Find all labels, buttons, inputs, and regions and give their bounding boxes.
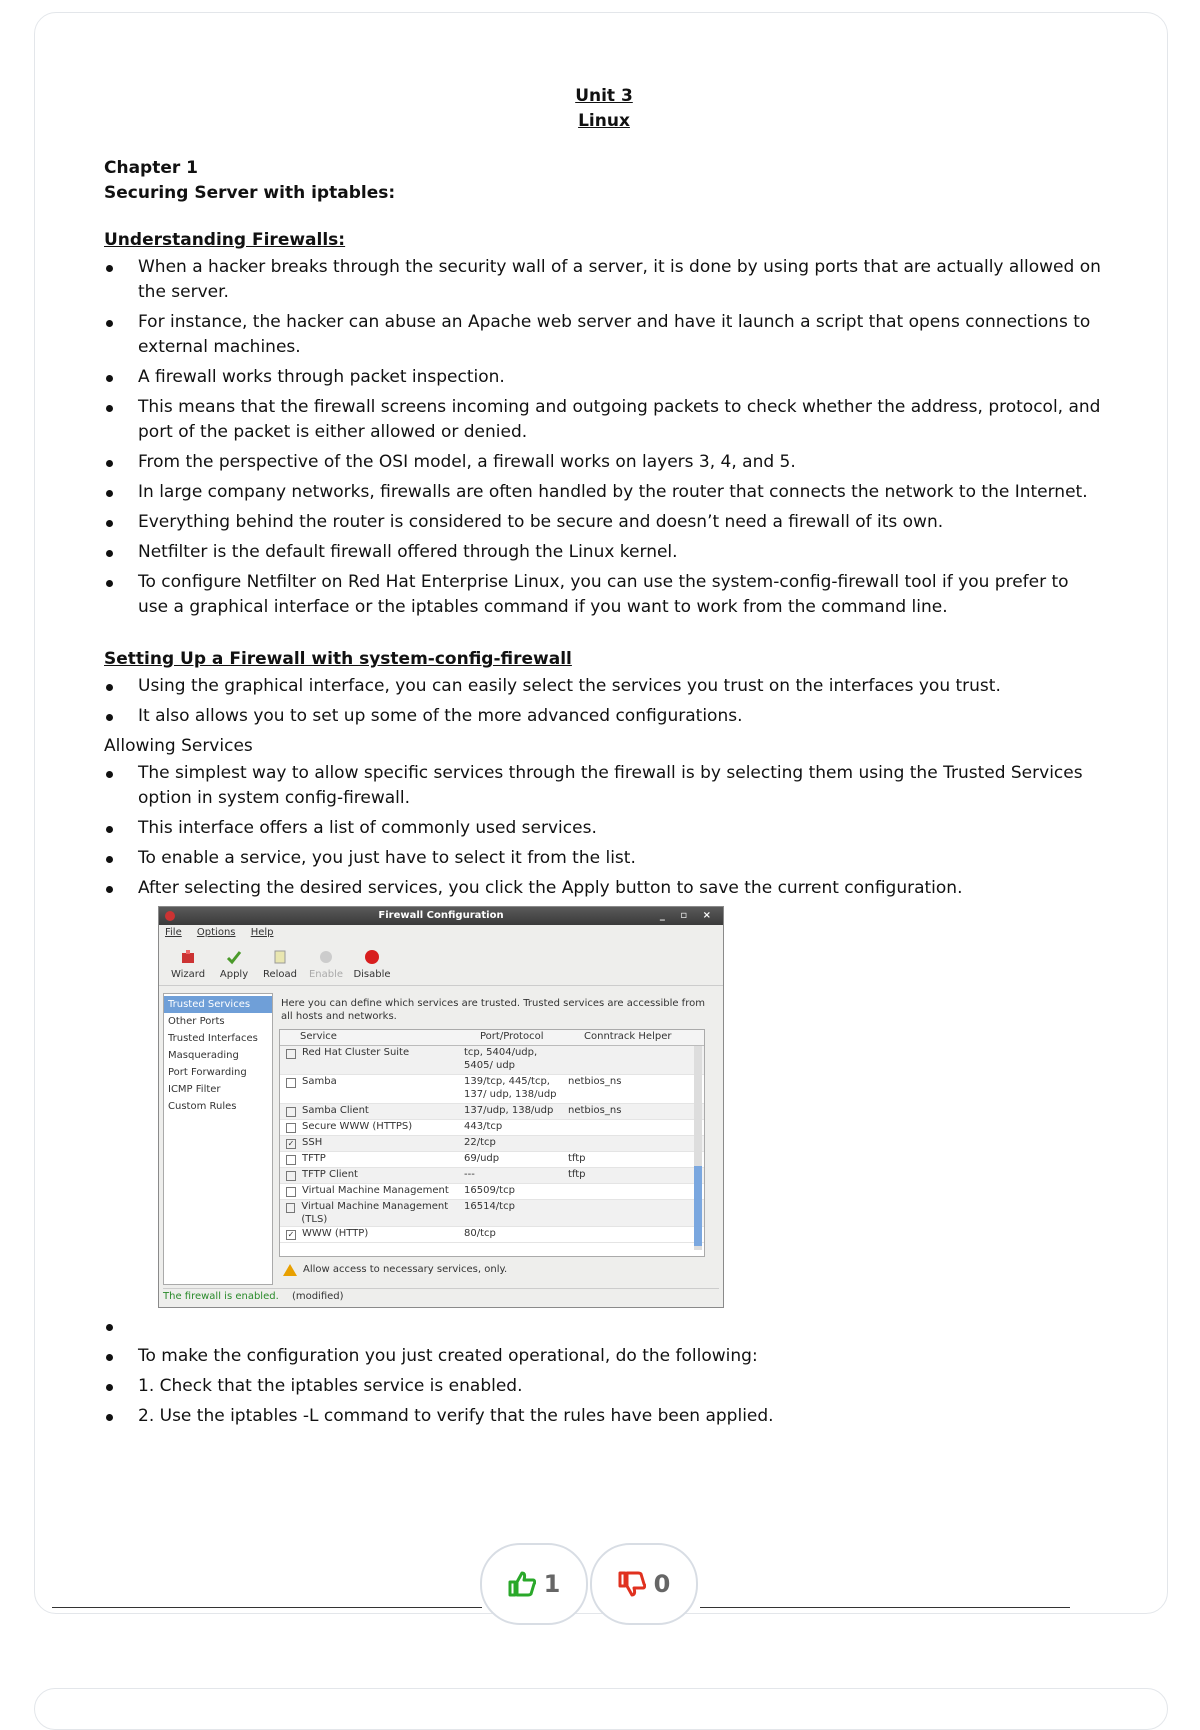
list-item: This means that the firewall screens incoming and outgoing packets to check whether the address, protocol, and port of the packet is either allowed or denied.	[104, 395, 1104, 445]
setup-bullet-list	[104, 674, 1104, 729]
sidebar-item-trusted-services: Trusted Services	[164, 996, 272, 1013]
toolbar	[159, 941, 723, 986]
list-item: To make the configuration you just created operational, do the following:	[104, 1344, 1104, 1369]
allowing-services-bullet-list	[104, 761, 1104, 901]
sidebar-item-port-forwarding: Port Forwarding	[168, 1067, 247, 1078]
list-item: A firewall works through packet inspection.	[104, 365, 1104, 390]
section-heading-firewalls: Understanding Firewalls:	[104, 230, 346, 250]
menu-help: Help	[250, 927, 274, 938]
chapter-title: Securing Server with iptables:	[104, 183, 396, 203]
subject-title: Linux	[578, 111, 630, 131]
next-document-card	[34, 1688, 1168, 1730]
menu-options: Options	[196, 927, 236, 938]
sidebar-item-other-ports: Other Ports	[168, 1016, 225, 1027]
table-row: TFTP Client --- tftp	[280, 1168, 704, 1184]
thumbs-down-icon	[618, 1571, 646, 1597]
sidebar-item-masquerading: Masquerading	[168, 1050, 239, 1061]
list-item: The simplest way to allow specific services through the firewall is by selecting them using the Trusted Services option in system config-firewall.	[104, 761, 1104, 811]
warning-message: Allow access to necessary services, only.	[283, 1263, 719, 1276]
firewall-configuration-screenshot	[158, 906, 724, 1308]
upvote-button[interactable]	[480, 1543, 588, 1625]
checkbox	[286, 1123, 296, 1133]
list-item: This interface offers a list of commonly used services.	[104, 816, 1104, 841]
table-header: Service Port/Protocol Conntrack Helper	[280, 1030, 704, 1046]
subheading-allowing-services: Allowing Services	[104, 736, 253, 756]
list-item: To configure Netfilter on Red Hat Enterprise Linux, you can use the system-config-firewall tool if you prefer to use a graphical interface or the iptables command if you want to work from the command line.	[104, 570, 1104, 620]
chapter-label: Chapter 1	[104, 158, 199, 178]
list-item: Using the graphical interface, you can easily select the services you trust on the interfaces you trust.	[104, 674, 1104, 699]
table-row: ✓ WWW (HTTP) 80/tcp	[280, 1227, 704, 1243]
checkbox	[286, 1107, 296, 1117]
list-item: After selecting the desired services, you click the Apply button to save the current configuration.	[104, 876, 1104, 901]
stop-icon	[364, 949, 380, 965]
table-row: Virtual Machine Management (TLS) 16514/tcp	[280, 1200, 704, 1227]
list-item: 1. Check that the iptables service is enabled.	[104, 1374, 1104, 1399]
table-row: Secure WWW (HTTPS) 443/tcp	[280, 1120, 704, 1136]
firewalls-bullet-list	[104, 255, 1104, 620]
section-heading-setup: Setting Up a Firewall with system-config-firewall	[104, 649, 572, 669]
window-body	[163, 993, 719, 1285]
window-title: Firewall Configuration	[378, 910, 504, 921]
document-page	[104, 84, 1104, 1434]
checkbox	[286, 1078, 296, 1088]
services-description: Here you can define which services are trusted. Trusted services are accessible from all hosts and networks.	[281, 998, 705, 1022]
list-item: When a hacker breaks through the security wall of a server, it is done by using ports that are actually allowed on the server.	[104, 255, 1104, 305]
modified-status: (modified)	[291, 1291, 344, 1302]
window-controls: _ ▫ ×	[659, 910, 717, 921]
list-item: 2. Use the iptables -L command to verify that the rules have been applied.	[104, 1404, 1104, 1429]
table-row: Virtual Machine Management 16509/tcp	[280, 1184, 704, 1200]
warning-icon	[283, 1264, 297, 1276]
sidebar-item-custom-rules: Custom Rules	[168, 1101, 237, 1112]
empty-list-item	[104, 1314, 1104, 1339]
list-item: For instance, the hacker can abuse an Apache web server and have it launch a script that opens connections to external machines.	[104, 310, 1104, 360]
list-item: From the perspective of the OSI model, a firewall works on layers 3, 4, and 5.	[104, 450, 1104, 475]
toolbar-wizard: Wizard	[165, 949, 211, 985]
firewall-status: The firewall is enabled.	[163, 1291, 279, 1302]
sidebar-item-icmp-filter: ICMP Filter	[168, 1084, 221, 1095]
app-icon	[165, 911, 175, 921]
scrollbar	[694, 1046, 702, 1250]
checkbox-checked: ✓	[287, 1139, 295, 1148]
services-panel	[279, 993, 719, 1285]
unit-title: Unit 3	[575, 86, 633, 106]
services-table	[279, 1029, 705, 1257]
checkmark-icon	[226, 949, 242, 965]
thumbs-up-icon	[508, 1571, 536, 1597]
table-row: ✓ SSH 22/tcp	[280, 1136, 704, 1152]
divider-left	[52, 1607, 482, 1608]
downvote-button[interactable]	[590, 1543, 698, 1625]
table-row: Samba Client 137/udp, 138/udp netbios_ns	[280, 1104, 704, 1120]
table-row: Red Hat Cluster Suite tcp, 5404/udp, 5405/ udp	[280, 1046, 704, 1075]
checkbox-checked: ✓	[287, 1230, 295, 1239]
checkbox	[286, 1171, 296, 1181]
enable-icon	[318, 949, 334, 965]
table-row: TFTP 69/udp tftp	[280, 1152, 704, 1168]
status-bar	[163, 1288, 719, 1305]
list-item: To enable a service, you just have to select it from the list.	[104, 846, 1104, 871]
upvote-count: 1	[543, 1570, 561, 1598]
operational-bullet-list	[104, 1314, 1104, 1429]
toolbar-apply: Apply	[211, 949, 257, 985]
menu-file: File	[165, 927, 182, 938]
list-item: It also allows you to set up some of the more advanced configurations.	[104, 704, 1104, 729]
checkbox	[286, 1049, 296, 1059]
checkbox	[286, 1203, 295, 1213]
divider-right	[700, 1607, 1070, 1608]
toolbar-disable: Disable	[349, 949, 395, 985]
downvote-count: 0	[653, 1570, 671, 1598]
list-item: Everything behind the router is considered to be secure and doesn’t need a firewall of its own.	[104, 510, 1104, 535]
menu-bar	[159, 925, 723, 941]
toolbar-reload: Reload	[257, 949, 303, 985]
checkbox	[286, 1187, 296, 1197]
toolbar-enable: Enable	[303, 949, 349, 985]
list-item: In large company networks, firewalls are often handled by the router that connects the network to the Internet.	[104, 480, 1104, 505]
checkbox	[286, 1155, 296, 1165]
window-title-bar	[159, 907, 723, 925]
table-row: Samba 139/tcp, 445/tcp, 137/ udp, 138/udp netbios_ns	[280, 1075, 704, 1104]
list-item: Netfilter is the default firewall offered through the Linux kernel.	[104, 540, 1104, 565]
sidebar-item-trusted-interfaces: Trusted Interfaces	[168, 1033, 258, 1044]
wizard-icon	[180, 949, 196, 965]
reload-icon	[272, 949, 288, 965]
sidebar	[163, 993, 273, 1285]
